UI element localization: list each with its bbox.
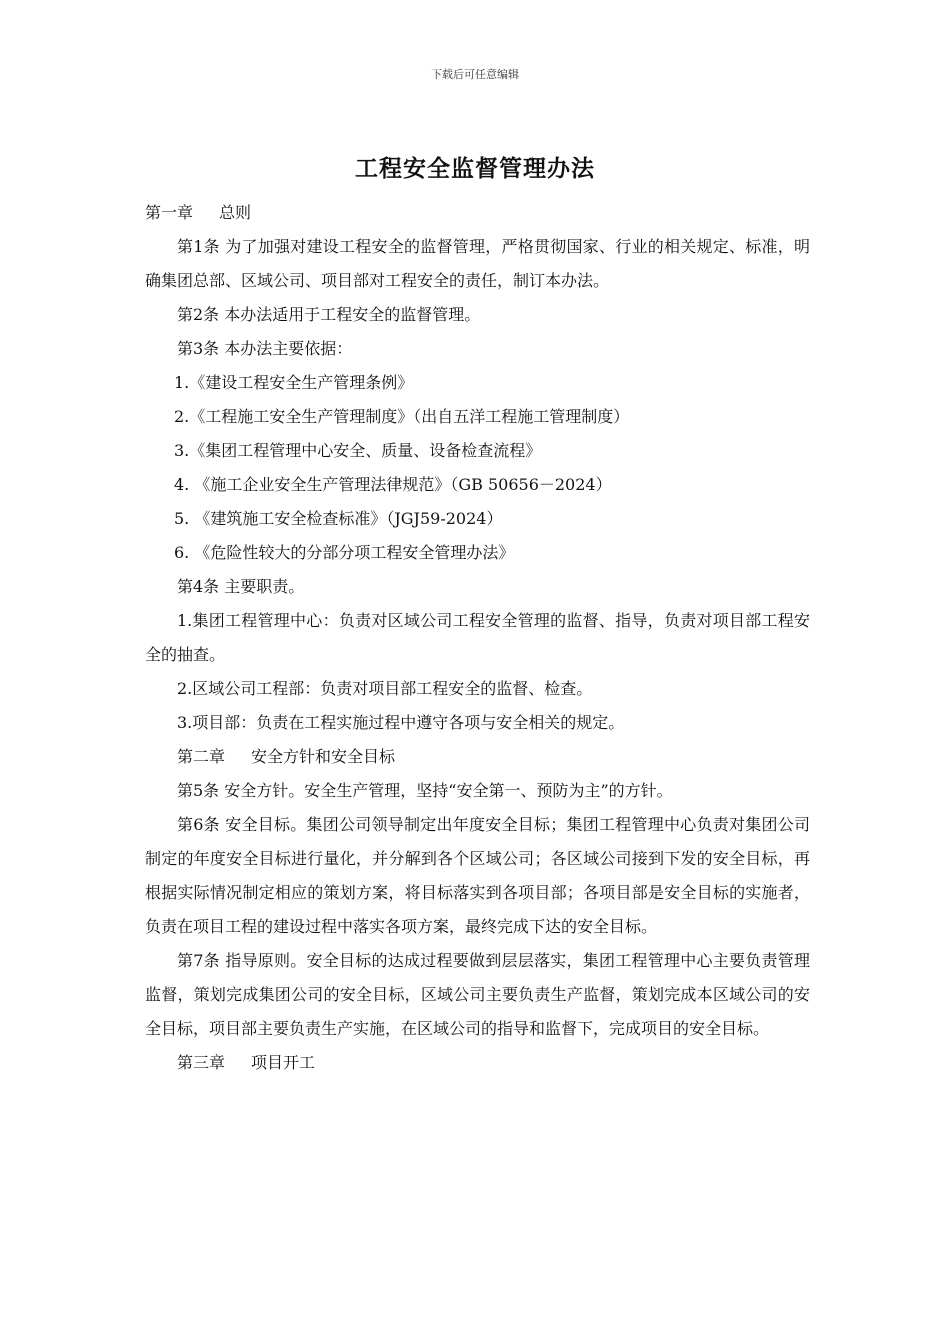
article-2: 第2条 本办法适用于工程安全的监督管理。	[177, 305, 481, 324]
chapter-2-heading	[145, 740, 810, 774]
document-body	[145, 196, 810, 1080]
duty-item: 3.项目部：负责在工程实施过程中遵守各项与安全相关的规定。	[177, 713, 625, 732]
article-5: 第5条 安全方针。安全生产管理，坚持“安全第一、预防为主”的方针。	[177, 781, 673, 800]
chapter-name: 项目开工	[251, 1053, 316, 1072]
article-6: 第6条 安全目标。集团公司领导制定出年度安全目标；集团工程管理中心负责对集团公司制定的年度安全目标进行量化，并分解到各个区域公司；各区域公司接到下发的安全目标，再根据实际情况制定相应的策划方案，将目标落实到各项目部；各项目部是安全目标的实施者，负责在项目工程的建设过程中落实各项方案，最终完成下达的安全目标。	[145, 815, 810, 936]
basis-item: 3.《集团工程管理中心安全、质量、设备检查流程》	[174, 441, 542, 460]
article-3: 第3条 本办法主要依据：	[177, 339, 353, 358]
chapter-name: 总则	[219, 203, 252, 222]
chapter-name: 安全方针和安全目标	[251, 747, 396, 766]
basis-item: 5. 《建筑施工安全检查标准》（JGJ59-2024）	[174, 509, 503, 528]
article-4: 第4条 主要职责。	[177, 577, 305, 596]
basis-item: 2.《工程施工安全生产管理制度》（出自五洋工程施工管理制度）	[174, 407, 630, 426]
article-7: 第7条 指导原则。安全目标的达成过程要做到层层落实，集团工程管理中心主要负责管理监督，策划完成集团公司的安全目标，区域公司主要负责生产监督，策划完成本区域公司的安全目标，项目部主要负责生产实施，在区域公司的指导和监督下，完成项目的安全目标。	[145, 951, 810, 1038]
header-note: 下载后可任意编辑	[431, 68, 519, 81]
chapter-1-heading	[145, 196, 810, 230]
document-title: 工程安全监督管理办法	[355, 155, 595, 182]
chapter-3-heading	[145, 1046, 810, 1080]
duty-item: 2.区域公司工程部：负责对项目部工程安全的监督、检查。	[177, 679, 593, 698]
basis-item: 1.《建设工程安全生产管理条例》	[174, 373, 414, 392]
basis-item: 6. 《危险性较大的分部分项工程安全管理办法》	[174, 543, 515, 562]
article-1: 第1条 为了加强对建设工程安全的监督管理，严格贯彻国家、行业的相关规定、标准，明确集团总部、区域公司、项目部对工程安全的责任，制订本办法。	[145, 237, 810, 290]
chapter-label: 第二章	[177, 747, 226, 766]
basis-item: 4. 《施工企业安全生产管理法律规范》（GB 50656－2024）	[174, 475, 612, 494]
chapter-label: 第一章	[145, 203, 194, 222]
chapter-label: 第三章	[177, 1053, 226, 1072]
duty-item: 1.集团工程管理中心：负责对区域公司工程安全管理的监督、指导，负责对项目部工程安全的抽查。	[145, 611, 810, 664]
